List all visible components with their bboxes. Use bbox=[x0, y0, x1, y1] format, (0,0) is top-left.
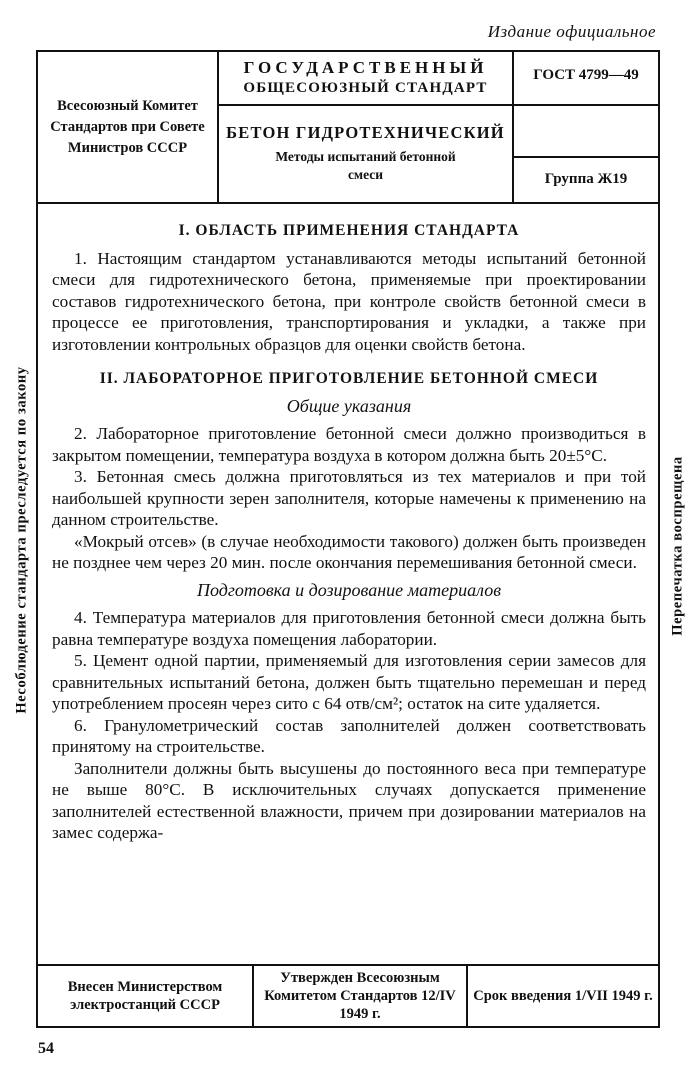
paragraph-6b: Заполнители должны быть высушены до постоянного веса при температуре не выше 80°С. В исключительных случаях допускается применение заполнителей естественной влажности, причем при дозировании материалов на замес содержа- bbox=[52, 758, 646, 842]
section-2-title: II. ЛАБОРАТОРНОЕ ПРИГОТОВЛЕНИЕ БЕТОННОЙ СМЕСИ bbox=[99, 370, 599, 387]
section-1-title: I. ОБЛАСТЬ ПРИМЕНЕНИЯ СТАНДАРТА bbox=[178, 222, 520, 239]
standard-footer bbox=[38, 964, 658, 1026]
legal-warning-vertical: Несоблюдение стандарта преследуется по закону bbox=[13, 366, 30, 714]
effective-date bbox=[468, 966, 658, 1026]
paragraph-3b: «Мокрый отсев» (в случае необходимости такового) должен быть произведен не позднее чем через 20 мин. после окончания перемешивания бетонной смеси. bbox=[52, 531, 646, 572]
standard-header bbox=[38, 52, 658, 204]
introduced-by bbox=[38, 966, 254, 1026]
title-line1: ГОСУДАРСТВЕННЫЙ bbox=[243, 58, 488, 77]
effective-date-text: Срок введения 1/VII 1949 г. bbox=[473, 988, 653, 1004]
subheading-preparation: Подготовка и дозирование материалов bbox=[196, 579, 502, 600]
empty-cell bbox=[514, 106, 658, 158]
approved-by-text: Утвержден Всесоюзным Комитетом Стандартов 12/IV 1949 г. bbox=[264, 970, 456, 1022]
paragraph-2: 2. Лабораторное приготовление бетонной смеси должно производиться в закрытом помещении, температура воздуха в котором должна быть 20±5°С. bbox=[52, 424, 646, 465]
standard-codes bbox=[514, 52, 658, 202]
subject-subtitle: Методы испытаний бетонной смеси bbox=[275, 149, 456, 182]
subject-title: БЕТОН ГИДРОТЕХНИЧЕСКИЙ bbox=[226, 123, 505, 142]
paragraph-3: 3. Бетонная смесь должна приготовляться из тех материалов и при той наибольшей крупности зерен заполнителя, которые намечены к применению на данном строительстве. bbox=[52, 467, 646, 529]
introduced-by-text: Внесен Министерством электростанций СССР bbox=[67, 979, 223, 1013]
subheading-general: Общие указания bbox=[286, 395, 412, 416]
gost-number: ГОСТ 4799—49 bbox=[514, 52, 658, 106]
paragraph-4: 4. Температура материалов для приготовления бетонной смеси должна быть равна температуре воздуха помещения лаборатории. bbox=[52, 608, 646, 649]
edition-label: Издание официальное bbox=[487, 22, 656, 41]
group-code: Группа Ж19 bbox=[544, 171, 628, 187]
title-line2: ОБЩЕСОЮЗНЫЙ СТАНДАРТ bbox=[243, 80, 488, 96]
reprint-prohibited-vertical: Перепечатка воспрещена bbox=[669, 456, 686, 636]
issuing-committee-text: Всесоюзный Комитет Стандартов при Совете Министров СССР bbox=[50, 97, 205, 156]
page-number: 54 bbox=[38, 1040, 54, 1057]
standard-title-block bbox=[219, 52, 514, 202]
standard-type bbox=[219, 52, 512, 106]
issuing-committee bbox=[38, 52, 219, 202]
standard-frame bbox=[36, 50, 660, 1028]
standard-body bbox=[52, 220, 646, 844]
paragraph-5: 5. Цемент одной партии, применяемый для изготовления серии замесов для сравнительных испытаний бетона, должен быть тщательно перемешан и перед употреблением просеян через сито с 64 отв/см²; остаток на сите удаляется. bbox=[52, 651, 646, 713]
paragraph-6: 6. Гранулометрический состав заполнителей должен соответствовать принятому на строительстве. bbox=[52, 715, 646, 756]
paragraph-1: 1. Настоящим стандартом устанавливаются методы испытаний бетонной смеси для гидротехнического бетона, применяемые при проектировании составов гидротехнического бетона, при контроле свойств бетонной смеси в процессе ее приготовления, транспортирования и укладки, а также при изготовлении контрольных образцов для оценки свойств бетона. bbox=[52, 248, 646, 354]
standard-subject bbox=[219, 106, 512, 184]
approved-by bbox=[254, 966, 468, 1026]
